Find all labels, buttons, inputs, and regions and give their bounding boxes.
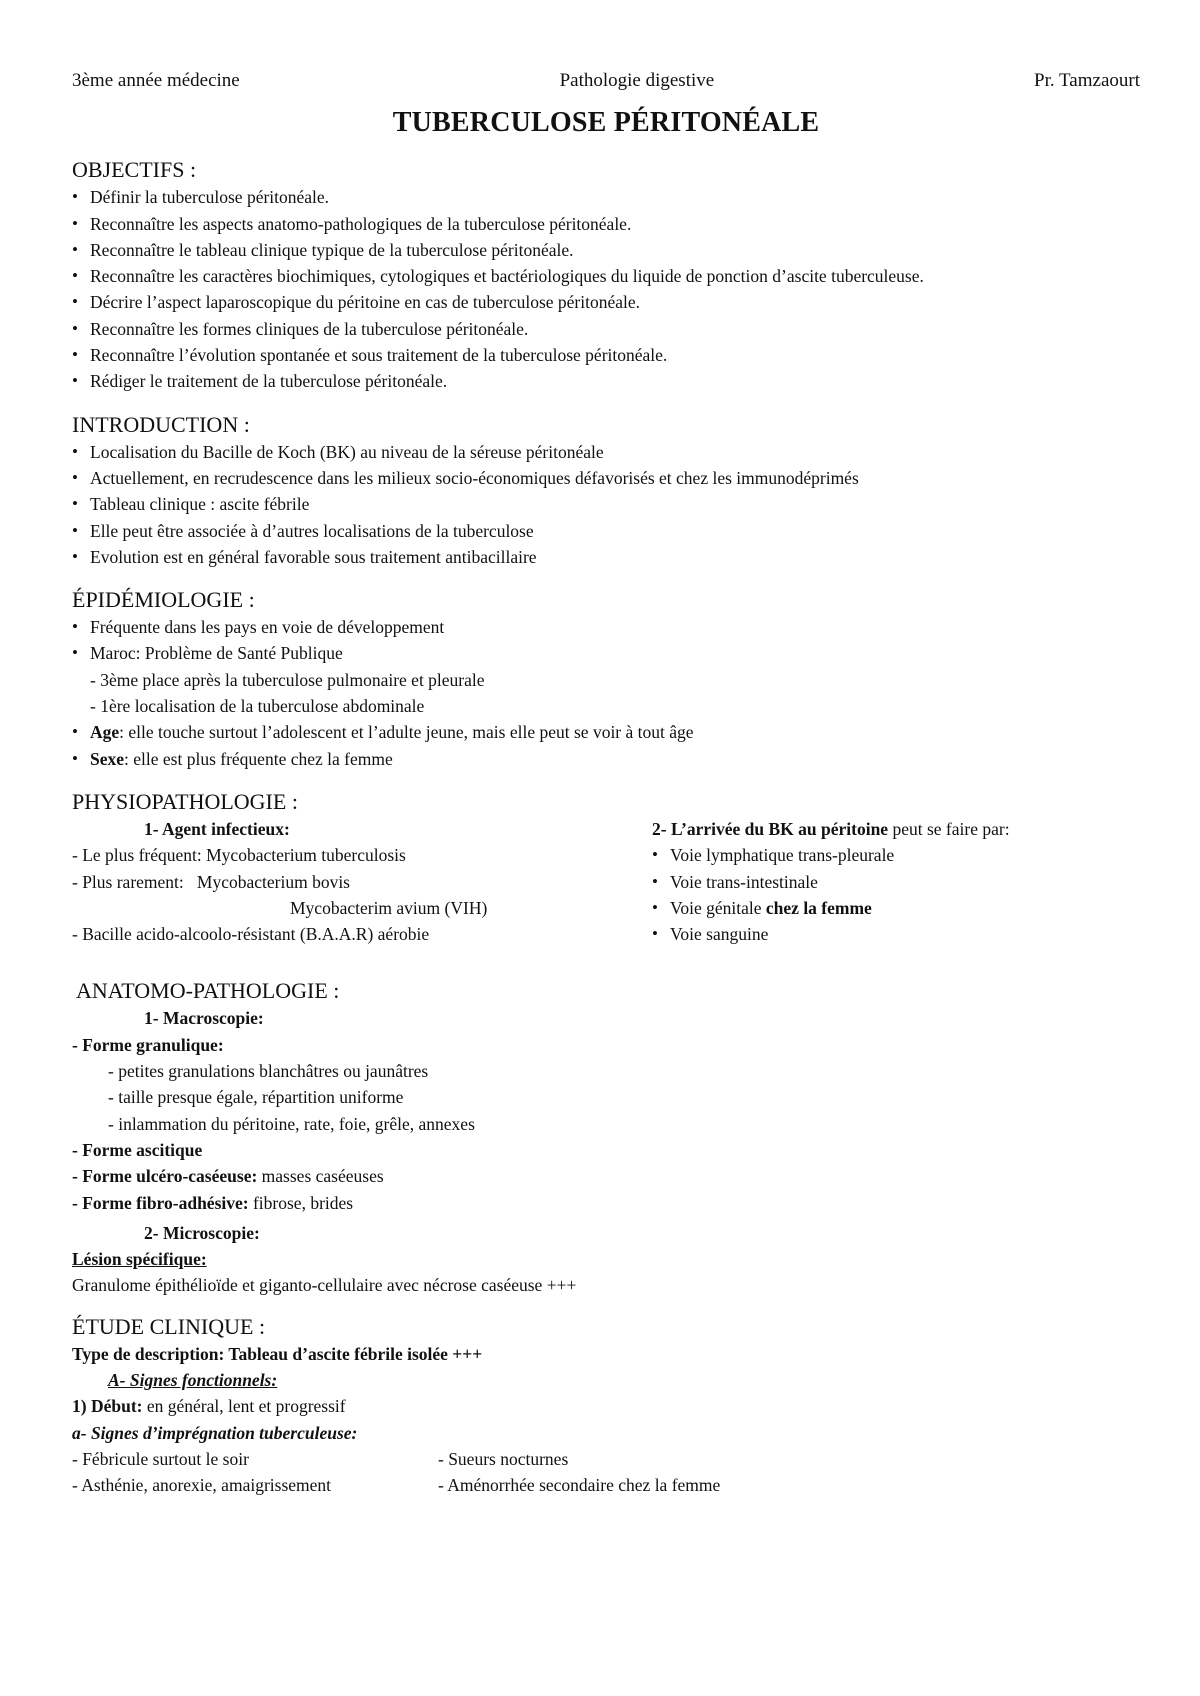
list-item: • Voie trans-intestinale bbox=[652, 869, 1140, 895]
agent-line: Mycobacterim avium (VIH) bbox=[290, 897, 488, 918]
physio-left-column bbox=[72, 816, 652, 963]
section-heading: OBJECTIFS : bbox=[72, 157, 197, 183]
section-epidemiologie bbox=[72, 586, 1140, 772]
list-item: • Fréquente dans les pays en voie de développement bbox=[72, 614, 1140, 640]
list-item: • Evolution est en général favorable sous traitement antibacillaire bbox=[72, 544, 1140, 570]
debut-line bbox=[72, 1393, 1140, 1419]
list-item-age bbox=[72, 719, 1140, 745]
forme-ascitique: - Forme ascitique bbox=[72, 1139, 203, 1160]
sub-item: - 1ère localisation de la tuberculose abdominale bbox=[90, 696, 425, 717]
section-heading: PHYSIOPATHOLOGIE : bbox=[72, 788, 298, 814]
section-heading: ÉTUDE CLINIQUE : bbox=[72, 1313, 266, 1339]
list-item: • Reconnaître les formes cliniques de la tuberculose péritonéale. bbox=[72, 316, 1140, 342]
fibro-label: - Forme fibro-adhésive: bbox=[72, 1192, 249, 1213]
forme-fibro bbox=[72, 1190, 1140, 1216]
debut-text: en général, lent et progressif bbox=[142, 1396, 346, 1417]
sexe-label: Sexe bbox=[90, 748, 125, 769]
epidemiologie-list bbox=[72, 614, 1140, 667]
agent-line: - Bacille acido-alcoolo-résistant (B.A.A.R) aérobie bbox=[72, 924, 430, 945]
list-item: • Définir la tuberculose péritonéale. bbox=[72, 184, 1140, 210]
impregnation-heading: a- Signes d’imprégnation tuberculeuse: bbox=[72, 1422, 358, 1443]
forme-granulique: - Forme granulique: bbox=[72, 1034, 224, 1055]
list-item: • Tableau clinique : ascite fébrile bbox=[72, 491, 1140, 517]
section-etude-clinique bbox=[72, 1313, 1140, 1499]
list-item: • Rédiger le traitement de la tuberculose péritonéale. bbox=[72, 368, 1140, 394]
list-item-sexe bbox=[72, 746, 1140, 772]
list-item: • Décrire l’aspect laparoscopique du péritoine en cas de tuberculose péritonéale. bbox=[72, 289, 1140, 315]
age-label: Age bbox=[90, 722, 120, 743]
list-item: • Reconnaître les caractères biochimiques, cytologiques et bactériologiques du liquide de ponction d’ascite tuberculeuse. bbox=[72, 263, 1140, 289]
epidemiologie-list-2 bbox=[72, 719, 1140, 772]
signes-row bbox=[72, 1472, 1140, 1498]
section-physiopathologie bbox=[72, 788, 1140, 963]
type-description: Type de description: Tableau d’ascite fébrile isolée +++ bbox=[72, 1343, 483, 1364]
sub-item: - 3ème place après la tuberculose pulmonaire et pleurale bbox=[90, 669, 485, 690]
ulcero-text: masses caséeuses bbox=[257, 1166, 384, 1187]
spacer bbox=[72, 963, 1140, 977]
section-heading: ÉPIDÉMIOLOGIE : bbox=[72, 587, 255, 613]
header-author: Pr. Tamzaourt bbox=[1034, 70, 1140, 91]
arrivee-heading bbox=[652, 816, 1140, 842]
physio-right-column bbox=[652, 816, 1140, 963]
section-introduction bbox=[72, 411, 1140, 570]
ulcero-label: - Forme ulcéro-caséeuse: bbox=[72, 1166, 258, 1187]
document-title: TUBERCULOSE PÉRITONÉALE bbox=[392, 107, 820, 138]
arrivee-heading-bold: 2- L’arrivée du BK au péritoine bbox=[652, 818, 889, 839]
fibro-text: fibrose, brides bbox=[248, 1192, 354, 1213]
section-objectifs bbox=[72, 156, 1140, 394]
signes-fonctionnels: A- Signes fonctionnels: bbox=[108, 1369, 278, 1390]
debut-label: 1) Début: bbox=[72, 1396, 143, 1417]
agent-line: - Le plus fréquent: Mycobacterium tuberculosis bbox=[72, 845, 406, 866]
granulique-line: - petites granulations blanchâtres ou jaunâtres bbox=[108, 1061, 429, 1082]
list-item: • Reconnaître les aspects anatomo-pathologiques de la tuberculose péritonéale. bbox=[72, 211, 1140, 237]
signe-item: - Asthénie, anorexie, amaigrissement bbox=[72, 1475, 332, 1496]
forme-ulcero bbox=[72, 1163, 1140, 1189]
list-item: • Actuellement, en recrudescence dans les milieux socio-économiques défavorisés et chez les immunodéprimés bbox=[72, 465, 1140, 491]
section-anatomopathologie bbox=[72, 977, 1140, 1298]
signe-item: - Sueurs nocturnes bbox=[438, 1448, 569, 1469]
spacer bbox=[72, 1299, 1140, 1313]
signe-item: - Aménorrhée secondaire chez la femme bbox=[438, 1475, 721, 1496]
granulome-text: Granulome épithélioïde et giganto-cellulaire avec nécrose caséeuse +++ bbox=[72, 1275, 577, 1296]
signes-row bbox=[72, 1446, 1140, 1472]
macroscopie-heading: 1- Macroscopie: bbox=[144, 1008, 264, 1029]
granulique-line: - inlammation du péritoine, rate, foie, grêle, annexes bbox=[108, 1113, 475, 1134]
voie-genitale: Voie génitale bbox=[670, 897, 766, 918]
header-subject: Pathologie digestive bbox=[559, 70, 715, 91]
list-item: • Voie sanguine bbox=[652, 921, 1140, 947]
age-text: : elle touche surtout l’adolescent et l’adulte jeune, mais elle peut se voir à tout âge bbox=[119, 722, 694, 743]
introduction-list bbox=[72, 439, 1140, 570]
arrivee-heading-rest: peut se faire par: bbox=[888, 818, 1010, 839]
agent-heading: 1- Agent infectieux: bbox=[144, 818, 290, 839]
signe-item: - Fébricule surtout le soir bbox=[72, 1448, 249, 1469]
list-item: • Localisation du Bacille de Koch (BK) au niveau de la séreuse péritonéale bbox=[72, 439, 1140, 465]
list-item bbox=[652, 895, 1140, 921]
section-heading: ANATOMO-PATHOLOGIE : bbox=[76, 978, 340, 1004]
list-item: • Reconnaître l’évolution spontanée et sous traitement de la tuberculose péritonéale. bbox=[72, 342, 1140, 368]
granulique-line: - taille presque égale, répartition uniforme bbox=[108, 1087, 404, 1108]
microscopie-heading: 2- Microscopie: bbox=[144, 1222, 260, 1243]
list-item: • Elle peut être associée à d’autres localisations de la tuberculose bbox=[72, 518, 1140, 544]
voies-list bbox=[652, 842, 1140, 947]
document-page bbox=[72, 68, 1140, 1498]
list-item: • Maroc: Problème de Santé Publique bbox=[72, 640, 1140, 666]
list-item: • Reconnaître le tableau clinique typique de la tuberculose péritonéale. bbox=[72, 237, 1140, 263]
voie-genitale-bold: chez la femme bbox=[765, 897, 872, 918]
header-course: 3ème année médecine bbox=[72, 70, 240, 91]
sexe-text: : elle est plus fréquente chez la femme bbox=[124, 748, 393, 769]
list-item: • Voie lymphatique trans-pleurale bbox=[652, 842, 1140, 868]
lesion-specifique: Lésion spécifique: bbox=[72, 1249, 207, 1270]
physio-columns bbox=[72, 816, 1140, 963]
page-header bbox=[72, 68, 1140, 98]
agent-line: - Plus rarement: Mycobacterium bovis bbox=[72, 871, 350, 892]
section-heading: INTRODUCTION : bbox=[72, 411, 250, 437]
objectifs-list bbox=[72, 184, 1140, 394]
